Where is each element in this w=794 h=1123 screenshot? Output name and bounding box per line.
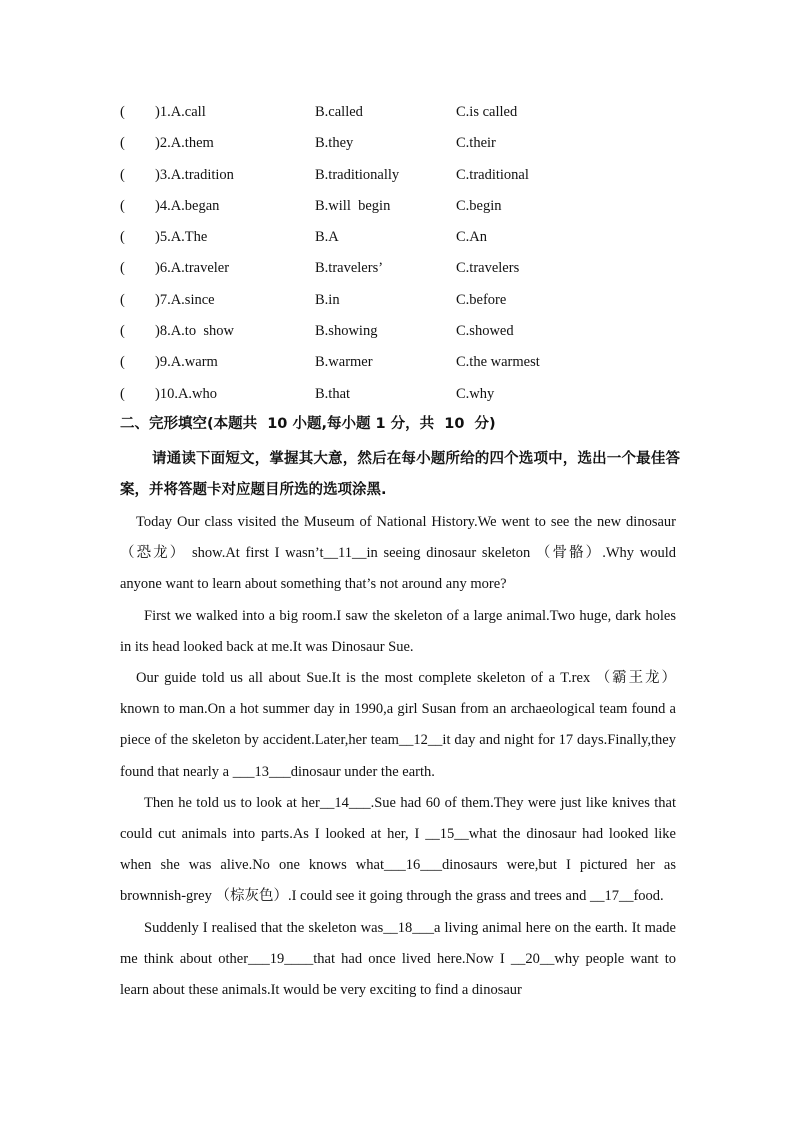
cloze-passage <box>120 507 676 1006</box>
option-b: B.will begin <box>315 197 391 214</box>
answer-bracket: ( <box>120 385 125 402</box>
option-c: C.begin <box>456 197 502 214</box>
option-b: B.that <box>315 385 351 402</box>
answer-bracket: ( <box>120 229 125 246</box>
answer-bracket: ( <box>120 323 125 340</box>
option-row-8 <box>120 320 680 351</box>
answer-bracket: ( <box>120 166 125 183</box>
option-b: B.in <box>315 291 340 308</box>
passage-paragraph: Then he told us to look at her__14___.Sue had 60 of them.They were just like knives that could cut animals into parts.As I looked at her, I __15__what the dinosaur had looked like when she was alive.No one knows what___16___dinosaurs were,but I pictured her as brownnish-grey （棕灰色）.I could see it going through the grass and trees and __17__food. <box>120 794 676 905</box>
option-a: )9.A.warm <box>155 354 218 371</box>
option-row-4 <box>120 195 680 226</box>
option-a: )4.A.began <box>155 197 220 214</box>
option-a: )10.A.who <box>155 385 218 402</box>
option-a: )7.A.since <box>155 291 215 308</box>
option-c: C.is called <box>456 104 518 120</box>
option-a: )5.A.The <box>155 229 208 246</box>
option-c: C.the warmest <box>456 354 540 371</box>
option-row-5 <box>120 226 680 257</box>
option-c: C.showed <box>456 323 514 340</box>
option-c: C.before <box>456 291 507 308</box>
option-b: B.traditionally <box>315 166 400 183</box>
option-a: )3.A.tradition <box>155 166 234 183</box>
option-a: )2.A.them <box>155 135 214 152</box>
option-row-9 <box>120 351 680 382</box>
option-b: B.A <box>315 229 339 246</box>
option-c: C.travelers <box>456 260 520 277</box>
answer-options-list <box>120 101 680 414</box>
option-row-1 <box>120 101 680 132</box>
option-row-2 <box>120 132 680 163</box>
section-heading: 二、完形填空(本题共 10 小题,每小题 1 分，共 10 分) <box>120 416 496 432</box>
option-c: C.An <box>456 229 488 246</box>
option-row-7 <box>120 289 680 320</box>
option-a: )1.A.call <box>155 104 206 120</box>
answer-bracket: ( <box>120 135 125 152</box>
option-c: C.their <box>456 135 496 152</box>
option-b: B.travelers’ <box>315 260 384 277</box>
option-c: C.why <box>456 385 495 402</box>
passage-paragraph: Our guide told us all about Sue.It is the most complete skeleton of a T.rex （霸王龙） known to man.On a hot summer day in 1990,a girl Susan from an archaeological team found a piece of the skeleton by accident.Later,her team__12__it day and night for 17 days.Finally,they found that nearly a ___13___dinosaur under the earth. <box>120 670 676 780</box>
option-b: B.they <box>315 135 354 152</box>
answer-bracket: ( <box>120 354 125 371</box>
option-b: B.showing <box>315 323 378 340</box>
option-b: B.warmer <box>315 354 373 371</box>
option-c: C.traditional <box>456 166 529 183</box>
option-row-3 <box>120 164 680 195</box>
answer-bracket: ( <box>120 197 125 214</box>
passage-paragraph: Today Our class visited the Museum of National History.We went to see the new dinosaur （恐龙） show.At first I wasn’t__11__in seeing dinosaur skeleton （骨骼）.Why would anyone want to learn about something that’s not around any more? <box>120 514 676 593</box>
option-row-6 <box>120 257 680 288</box>
passage-paragraph: Suddenly I realised that the skeleton was__18___a living animal here on the earth. It made me think about other___19____that had once lived here.Now I __20__why people want to learn about these animals.It would be very exciting to find a dinosaur <box>120 919 676 999</box>
answer-bracket: ( <box>120 260 125 277</box>
option-a: )6.A.traveler <box>155 260 230 277</box>
option-b: B.called <box>315 104 363 120</box>
answer-bracket: ( <box>120 291 125 308</box>
section-instruction: 请通读下面短文，掌握其大意，然后在每小题所给的四个选项中，选出一个最佳答案，并将答题卡对应题目所选的选项涂黑. <box>120 451 680 498</box>
option-row-10 <box>120 383 680 414</box>
option-a: )8.A.to show <box>155 323 234 340</box>
passage-paragraph: First we walked into a big room.I saw the skeleton of a large animal.Two huge, dark holes in its head looked back at me.It was Dinosaur Sue. <box>120 607 676 655</box>
answer-bracket: ( <box>120 104 125 120</box>
